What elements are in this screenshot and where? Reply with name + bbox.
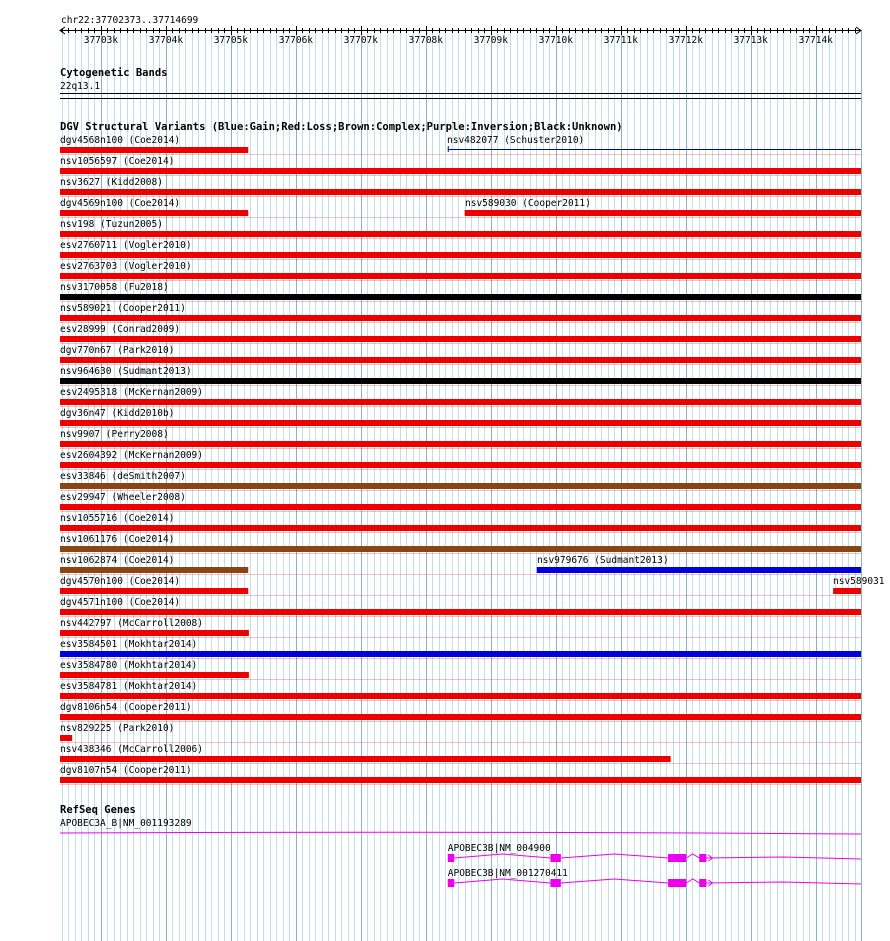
refseq-exon <box>668 854 686 862</box>
refseq-exon <box>699 879 706 887</box>
refseq-gene-label[interactable]: APOBEC3A_B|NM_001193289 <box>60 818 192 829</box>
dgv-feature-label[interactable]: dgv8106n54 (Cooper2011) <box>60 702 192 713</box>
dgv-feature-label[interactable]: esv28999 (Conrad2009) <box>60 324 181 335</box>
dgv-feature-label[interactable]: esv2604392 (McKernan2009) <box>60 450 203 461</box>
refseq-track-title: RefSeq Genes <box>60 804 136 816</box>
dgv-feature-bar <box>60 210 248 216</box>
dgv-feature-label[interactable]: dgv36n47 (Kidd2010b) <box>60 408 175 419</box>
dgv-feature-bar <box>60 567 248 573</box>
refseq-exon <box>550 854 560 862</box>
dgv-feature-bar <box>465 210 861 216</box>
dgv-feature-label[interactable]: nsv964630 (Sudmant2013) <box>60 366 192 377</box>
dgv-feature-bar <box>60 147 248 153</box>
ruler-tick-label: 37713k <box>733 35 768 46</box>
ruler-tick-label: 37711k <box>603 35 638 46</box>
refseq-exon <box>668 879 686 887</box>
dgv-feature-bar <box>60 630 249 636</box>
refseq-exon <box>448 879 454 887</box>
dgv-feature-bar <box>60 336 861 342</box>
dgv-feature-bar <box>60 609 861 615</box>
ruler-tick-label: 37707k <box>343 35 378 46</box>
dgv-feature-label[interactable]: dgv4571n100 (Coe2014) <box>60 597 181 608</box>
dgv-feature-bar <box>60 357 861 363</box>
dgv-feature-label[interactable]: esv3584501 (Mokhtar2014) <box>60 639 198 650</box>
dgv-feature-label[interactable]: dgv4569n100 (Coe2014) <box>60 198 181 209</box>
dgv-feature-bar <box>60 672 249 678</box>
dgv-feature-bar <box>60 651 861 657</box>
dgv-feature-label[interactable]: nsv438346 (McCarroll2006) <box>60 744 203 755</box>
dgv-feature-label[interactable]: nsv1056597 (Coe2014) <box>60 156 175 167</box>
dgv-feature-bar <box>60 273 861 279</box>
refseq-gene-line <box>60 832 861 834</box>
dgv-feature-label[interactable]: esv33846 (deSmith2007) <box>60 471 186 482</box>
dgv-feature-label[interactable]: esv3584781 (Mokhtar2014) <box>60 681 198 692</box>
dgv-feature-bar <box>60 504 861 510</box>
dgv-feature-label[interactable]: nsv3170058 (Fu2018) <box>60 282 169 293</box>
dgv-feature-bar <box>60 756 671 762</box>
dgv-feature-bar <box>833 588 861 594</box>
dgv-feature-bar <box>60 315 861 321</box>
ruler-tick-label: 37712k <box>668 35 703 46</box>
ruler-tick-label: 37708k <box>408 35 443 46</box>
dgv-feature-label[interactable]: nsv1062874 (Coe2014) <box>60 555 175 566</box>
ruler-tick-label: 37709k <box>473 35 508 46</box>
dgv-feature-bar <box>60 189 861 195</box>
dgv-feature-bar <box>60 441 861 447</box>
dgv-feature-bar <box>60 168 861 174</box>
dgv-feature-label[interactable]: nsv589021 (Cooper2011) <box>60 303 186 314</box>
dgv-feature-label[interactable]: esv3584780 (Mokhtar2014) <box>60 660 198 671</box>
dgv-feature-label[interactable]: dgv770n67 (Park2010) <box>60 345 175 356</box>
dgv-feature-bar <box>60 252 861 258</box>
dgv-feature-label[interactable]: dgv4568n100 (Coe2014) <box>60 135 181 146</box>
cytoband-label[interactable]: 22q13.1 <box>60 81 101 92</box>
ruler-tick-label: 37706k <box>278 35 314 46</box>
ruler-tick-label: 37704k <box>148 35 184 46</box>
refseq-exon <box>550 879 560 887</box>
dgv-feature-bar <box>60 525 861 531</box>
location-label: chr22:37702373..37714699 <box>61 15 199 26</box>
dgv-feature-bar <box>60 462 861 468</box>
dgv-feature-label[interactable]: dgv8107n54 (Cooper2011) <box>60 765 192 776</box>
dgv-feature-bar <box>60 378 861 384</box>
dgv-feature-label[interactable]: nsv442797 (McCarroll2008) <box>60 618 203 629</box>
dgv-feature-label[interactable]: nsv1055716 (Coe2014) <box>60 513 175 524</box>
dgv-feature-bar <box>60 231 861 237</box>
dgv-feature-label[interactable]: nsv979676 (Sudmant2013) <box>537 555 669 566</box>
refseq-exon <box>448 854 454 862</box>
dgv-feature-bar <box>60 777 861 783</box>
dgv-feature-label[interactable]: dgv4570n100 (Coe2014) <box>60 576 181 587</box>
dgv-feature-label[interactable]: esv29947 (Wheeler2008) <box>60 492 186 503</box>
dgv-feature-label[interactable]: esv2760711 (Vogler2010) <box>60 240 192 251</box>
refseq-gene-label[interactable]: APOBEC3B|NM_004900 <box>447 843 551 854</box>
dgv-feature-bar <box>60 483 861 489</box>
dgv-feature-label[interactable]: nsv829225 (Park2010) <box>60 723 175 734</box>
ruler-tick-label: 37710k <box>538 35 573 46</box>
ruler-tick-label: 37714k <box>798 35 833 46</box>
scale-ruler <box>60 26 861 35</box>
dgv-feature-label[interactable]: nsv9907 (Perry2008) <box>60 429 169 440</box>
dgv-feature-bar <box>60 714 861 720</box>
ruler-tick-label: 37705k <box>213 35 249 46</box>
dgv-feature-bar <box>60 399 861 405</box>
dgv-feature-bar <box>60 588 248 594</box>
dgv-feature-label[interactable]: esv2763703 (Vogler2010) <box>60 261 192 272</box>
dgv-feature-bar <box>60 735 72 741</box>
cytoband-track-title: Cytogenetic Bands <box>60 67 168 79</box>
dgv-feature-bar <box>60 294 861 300</box>
dgv-feature-bar <box>60 693 861 699</box>
dgv-feature-label[interactable]: nsv589030 (Cooper2011) <box>465 198 591 209</box>
dgv-feature-label[interactable]: nsv3627 (Kidd2008) <box>60 177 163 188</box>
dgv-feature-label[interactable]: nsv589031 <box>833 576 885 587</box>
dgv-feature-label[interactable]: nsv482077 (Schuster2010) <box>447 135 585 146</box>
dgv-feature-bar <box>60 546 861 552</box>
dgv-track-title: DGV Structural Variants (Blue:Gain;Red:Loss;Brown:Complex;Purple:Inversion;Black:Unknown) <box>60 121 623 133</box>
dgv-feature-bar <box>537 567 861 573</box>
refseq-exon <box>699 854 706 862</box>
dgv-feature-label[interactable]: nsv198 (Tuzun2005) <box>60 219 163 230</box>
refseq-gene-label[interactable]: APOBEC3B|NM_001270411 <box>447 868 568 879</box>
dgv-feature-label[interactable]: esv2495318 (McKernan2009) <box>60 387 203 398</box>
dgv-feature-label[interactable]: nsv1061176 (Coe2014) <box>60 534 175 545</box>
ruler-tick-label: 37703k <box>83 35 119 46</box>
dgv-feature-bar <box>60 420 861 426</box>
